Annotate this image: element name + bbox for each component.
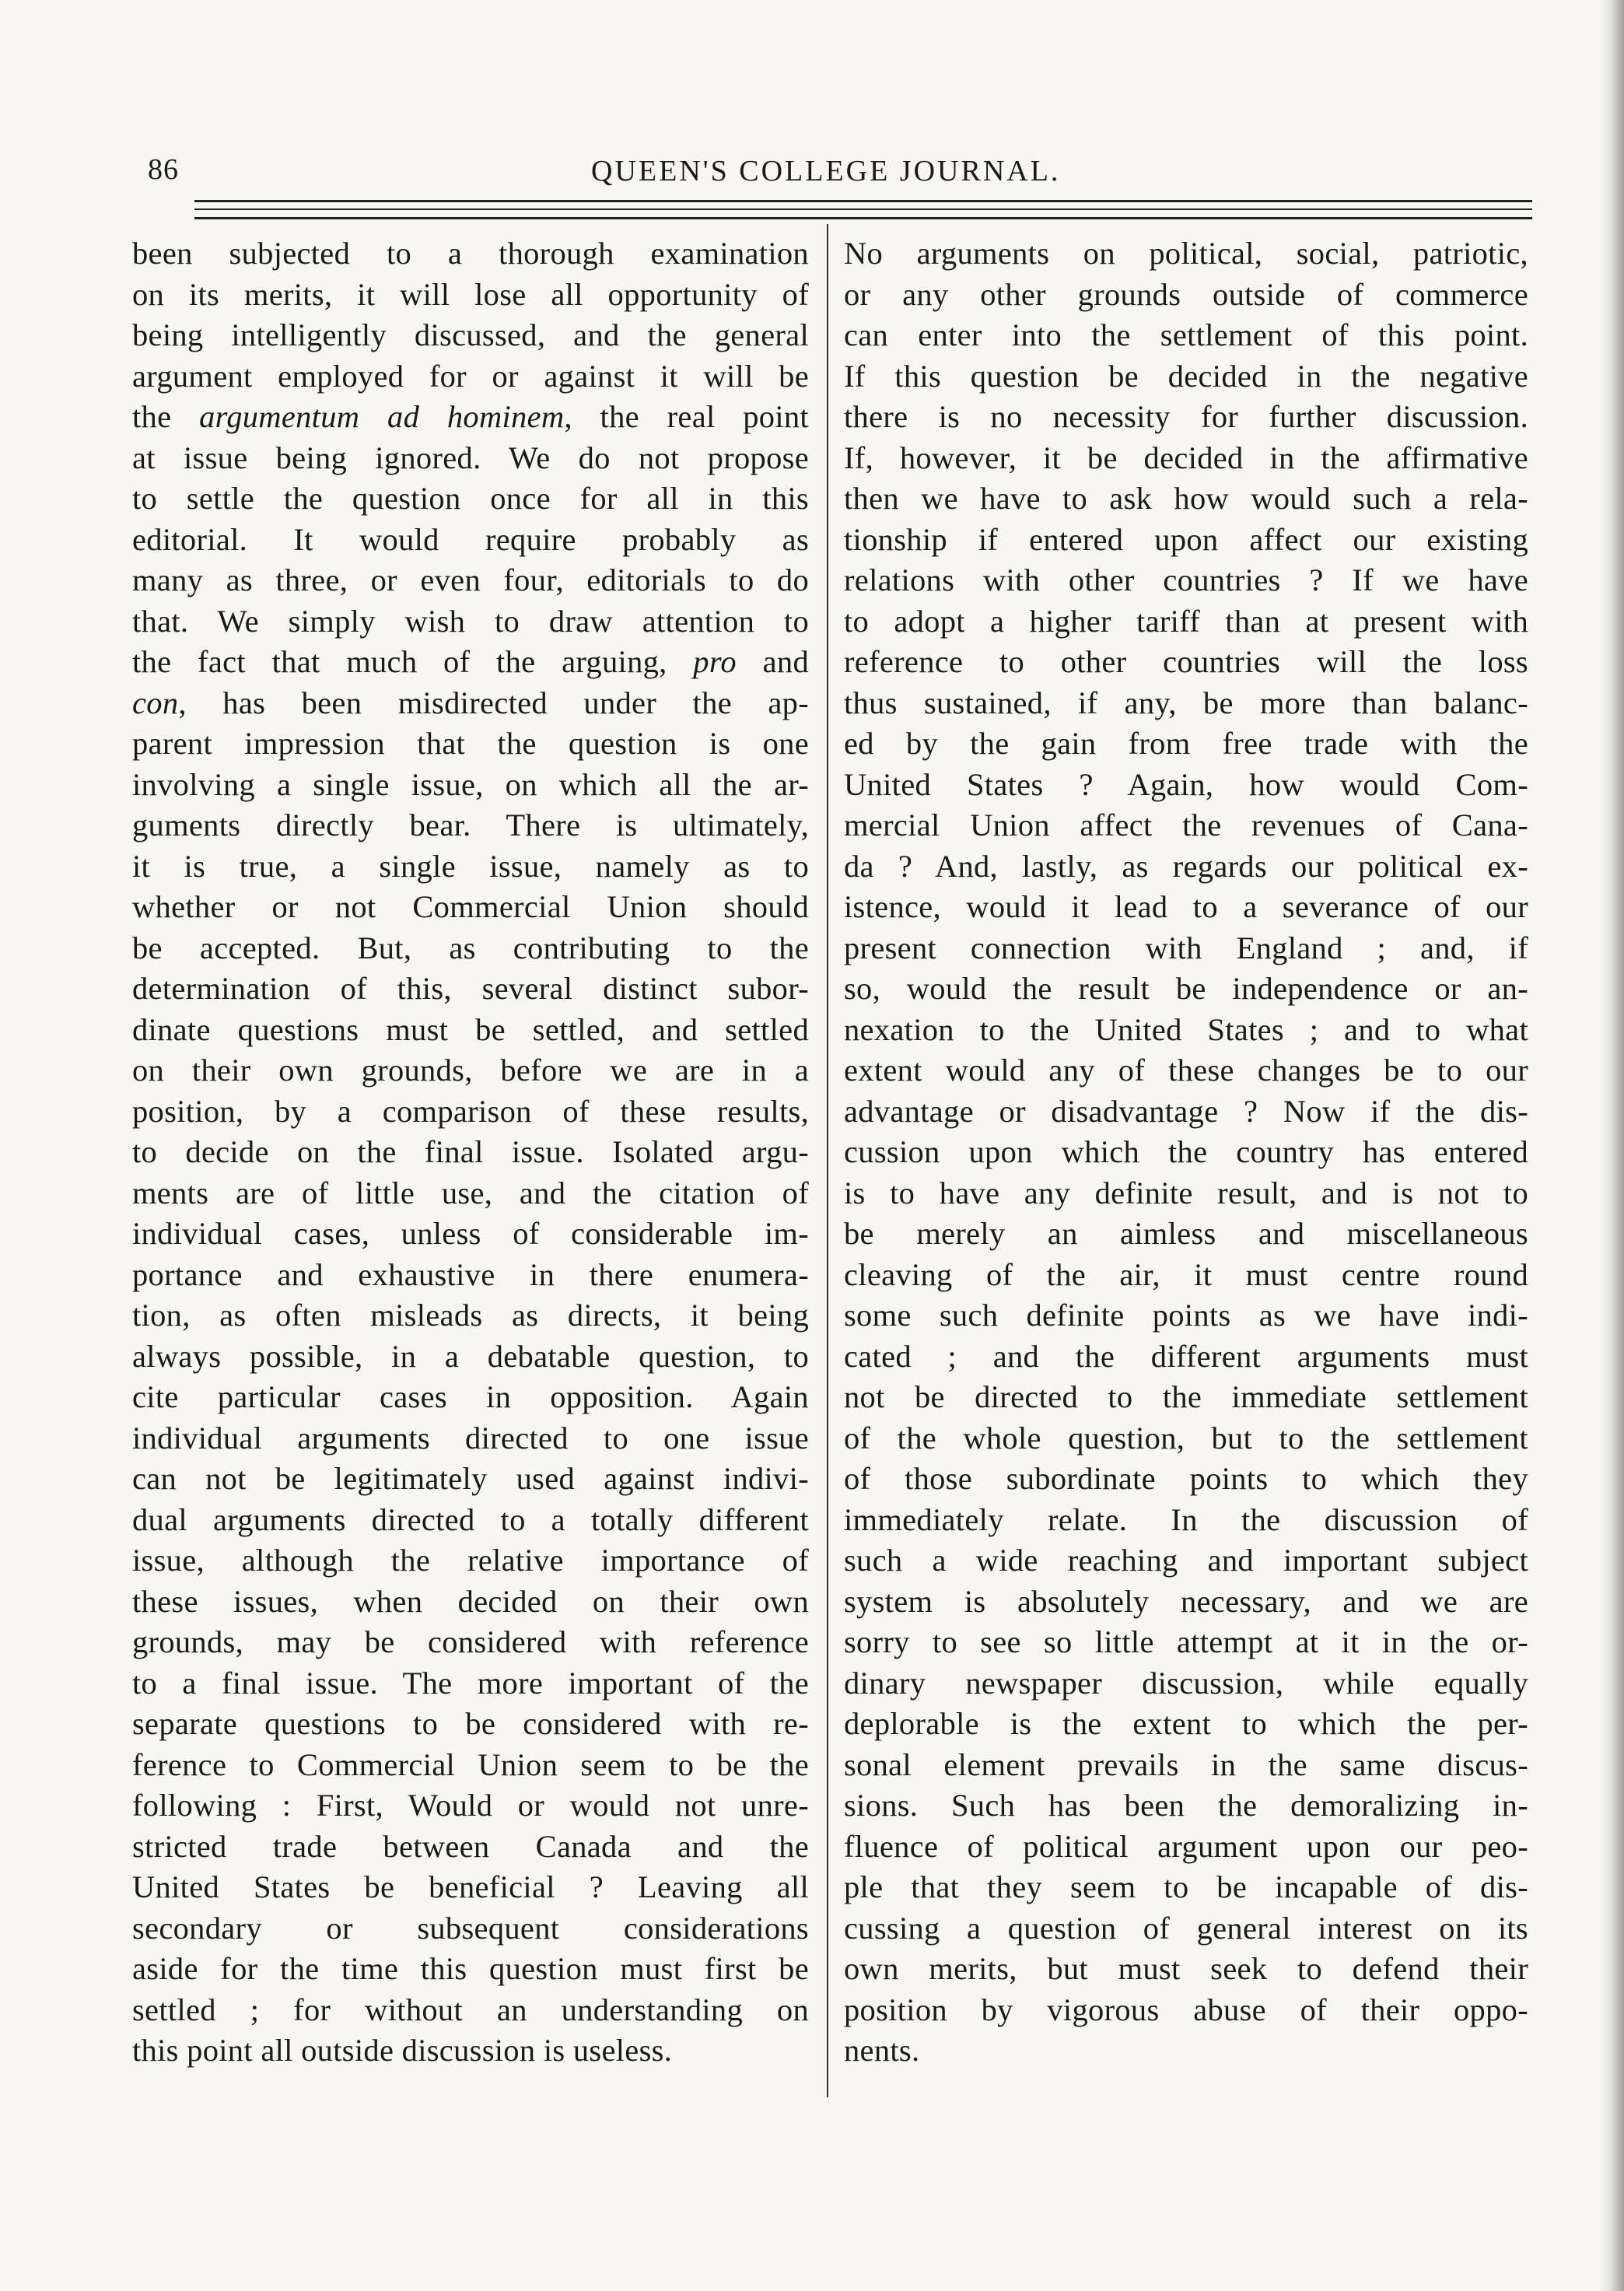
- text-line: these issues, when decided on their own: [132, 1583, 809, 1619]
- text-line: advantage or disadvantage ? Now if the dis-: [844, 1093, 1528, 1129]
- text-line: cussing a question of general interest on its: [844, 1910, 1528, 1946]
- text-line: da ? And, lastly, as regards our political ex-: [844, 848, 1528, 884]
- text-line: that. We simply wish to draw attention to: [132, 603, 809, 639]
- text-line: fluence of political argument upon our peo-: [844, 1828, 1528, 1864]
- text-line: position by vigorous abuse of their oppo-: [844, 1991, 1528, 2027]
- text-line: istence, would it lead to a severance of our: [844, 889, 1528, 924]
- text-line: be accepted. But, as contributing to the: [132, 930, 809, 965]
- text-line: to a final issue. The more important of the: [132, 1665, 809, 1701]
- text-line: dinary newspaper discussion, while equally: [844, 1665, 1528, 1701]
- text-line: extent would any of these changes be to our: [844, 1053, 1528, 1088]
- text-line: ference to Commercial Union seem to be the: [132, 1746, 809, 1782]
- page-edge-shadow: [1601, 0, 1624, 2291]
- text-line: separate questions to be considered with re-: [132, 1706, 809, 1741]
- text-line: No arguments on political, social, patriotic,: [844, 236, 1528, 271]
- text-line: editorial. It would require probably as: [132, 521, 809, 557]
- text-line: mercial Union affect the revenues of Cana-: [844, 807, 1528, 842]
- text-line: been subjected to a thorough examination: [132, 236, 809, 271]
- text-line: dual arguments directed to a totally different: [132, 1501, 809, 1537]
- text-line: ple that they seem to be incapable of dis-: [844, 1869, 1528, 1904]
- text-line: this point all outside discussion is useless.: [132, 2033, 673, 2068]
- text-line: not be directed to the immediate settlement: [844, 1379, 1528, 1414]
- left-column: [132, 233, 809, 2072]
- text-line: own merits, but must seek to defend their: [844, 1951, 1528, 1986]
- text-line: ments are of little use, and the citation of: [132, 1175, 809, 1210]
- text-line: secondary or subsequent considerations: [132, 1910, 809, 1946]
- text-line: following : First, Would or would not unre-: [132, 1788, 809, 1823]
- text-line: tionship if entered upon affect our existing: [844, 521, 1528, 557]
- text-line: cite particular cases in opposition. Again: [132, 1379, 809, 1414]
- text-line: relations with other countries ? If we have: [844, 562, 1528, 597]
- text-line: settled ; for without an understanding on: [132, 1991, 809, 2027]
- text-line: of the whole question, but to the settlement: [844, 1420, 1528, 1456]
- text-line: involving a single issue, on which all the ar-: [132, 766, 809, 802]
- text-line: cussion upon which the country has entered: [844, 1134, 1528, 1169]
- text-line: sions. Such has been the demoralizing in-: [844, 1788, 1528, 1823]
- text-line: tion, as often misleads as directs, it being: [132, 1298, 809, 1333]
- text-line: argument employed for or against it will be: [132, 358, 809, 394]
- page-number: 86: [148, 153, 179, 186]
- text-line: nexation to the United States ; and to what: [844, 1011, 1528, 1047]
- text-line: individual arguments directed to one issue: [132, 1420, 809, 1456]
- text-line: con, has been misdirected under the ap-: [132, 685, 809, 720]
- text-line: some such definite points as we have indi-: [844, 1298, 1528, 1333]
- text-line: cleaving of the air, it must centre round: [844, 1256, 1528, 1292]
- text-line: determination of this, several distinct subor-: [132, 971, 809, 1006]
- header-rule: [194, 208, 1532, 210]
- text-line: deplorable is the extent to which the per-: [844, 1706, 1528, 1741]
- text-line: system is absolutely necessary, and we are: [844, 1583, 1528, 1619]
- text-line: can not be legitimately used against indivi-: [132, 1461, 809, 1496]
- text-line: is to have any definite result, and is not to: [844, 1175, 1528, 1210]
- text-line: stricted trade between Canada and the: [132, 1828, 809, 1864]
- text-line: the fact that much of the arguing, pro and: [132, 644, 809, 679]
- text-line: dinate questions must be settled, and settled: [132, 1011, 809, 1047]
- text-line: sonal element prevails in the same discus-: [844, 1746, 1528, 1782]
- text-line: such a wide reaching and important subject: [844, 1543, 1528, 1578]
- text-line: position, by a comparison of these results,: [132, 1093, 809, 1129]
- text-line: to adopt a higher tariff than at present with: [844, 603, 1528, 639]
- text-line: If this question be decided in the negative: [844, 358, 1528, 394]
- right-column: [844, 233, 1528, 2072]
- text-line: cated ; and the different arguments must: [844, 1338, 1528, 1374]
- column-divider: [827, 224, 828, 2097]
- text-line: issue, although the relative importance of: [132, 1543, 809, 1578]
- text-line: of those subordinate points to which they: [844, 1461, 1528, 1496]
- header-rule: [194, 217, 1532, 219]
- text-line: on its merits, it will lose all opportunity of: [132, 276, 809, 312]
- text-line: the argumentum ad hominem, the real point: [132, 399, 809, 434]
- text-line: or any other grounds outside of commerce: [844, 276, 1528, 312]
- text-line: portance and exhaustive in there enumera-: [132, 1256, 809, 1292]
- text-line: immediately relate. In the discussion of: [844, 1501, 1528, 1537]
- text-line: If, however, it be decided in the affirmative: [844, 440, 1528, 475]
- text-line: many as three, or even four, editorials to do: [132, 562, 809, 597]
- text-line: then we have to ask how would such a rela-: [844, 481, 1528, 516]
- text-line: on their own grounds, before we are in a: [132, 1053, 809, 1088]
- text-line: be merely an aimless and miscellaneous: [844, 1216, 1528, 1251]
- text-line: ed by the gain from free trade with the: [844, 726, 1528, 761]
- text-line: United States be beneficial ? Leaving all: [132, 1869, 809, 1904]
- header-rule: [194, 200, 1532, 202]
- text-line: so, would the result be independence or an-: [844, 971, 1528, 1006]
- text-line: guments directly bear. There is ultimately,: [132, 807, 809, 842]
- text-line: sorry to see so little attempt at it in the or-: [844, 1624, 1528, 1659]
- text-line: nents.: [844, 2033, 920, 2068]
- text-line: there is no necessity for further discussion.: [844, 399, 1528, 434]
- text-line: United States ? Again, how would Com-: [844, 766, 1528, 802]
- text-line: at issue being ignored. We do not propose: [132, 440, 809, 475]
- text-line: to settle the question once for all in this: [132, 481, 809, 516]
- text-line: present connection with England ; and, if: [844, 930, 1528, 965]
- text-line: reference to other countries will the loss: [844, 644, 1528, 679]
- text-line: whether or not Commercial Union should: [132, 889, 809, 924]
- text-line: to decide on the final issue. Isolated argu-: [132, 1134, 809, 1169]
- text-line: aside for the time this question must first be: [132, 1951, 809, 1986]
- text-line: grounds, may be considered with reference: [132, 1624, 809, 1659]
- text-line: individual cases, unless of considerable im-: [132, 1216, 809, 1251]
- text-line: always possible, in a debatable question, to: [132, 1338, 809, 1374]
- running-head: QUEEN'S COLLEGE JOURNAL.: [591, 155, 1061, 187]
- text-line: being intelligently discussed, and the general: [132, 317, 809, 352]
- text-line: thus sustained, if any, be more than balanc-: [844, 685, 1528, 720]
- text-line: it is true, a single issue, namely as to: [132, 848, 809, 884]
- text-line: parent impression that the question is one: [132, 726, 809, 761]
- text-line: can enter into the settlement of this point.: [844, 317, 1528, 352]
